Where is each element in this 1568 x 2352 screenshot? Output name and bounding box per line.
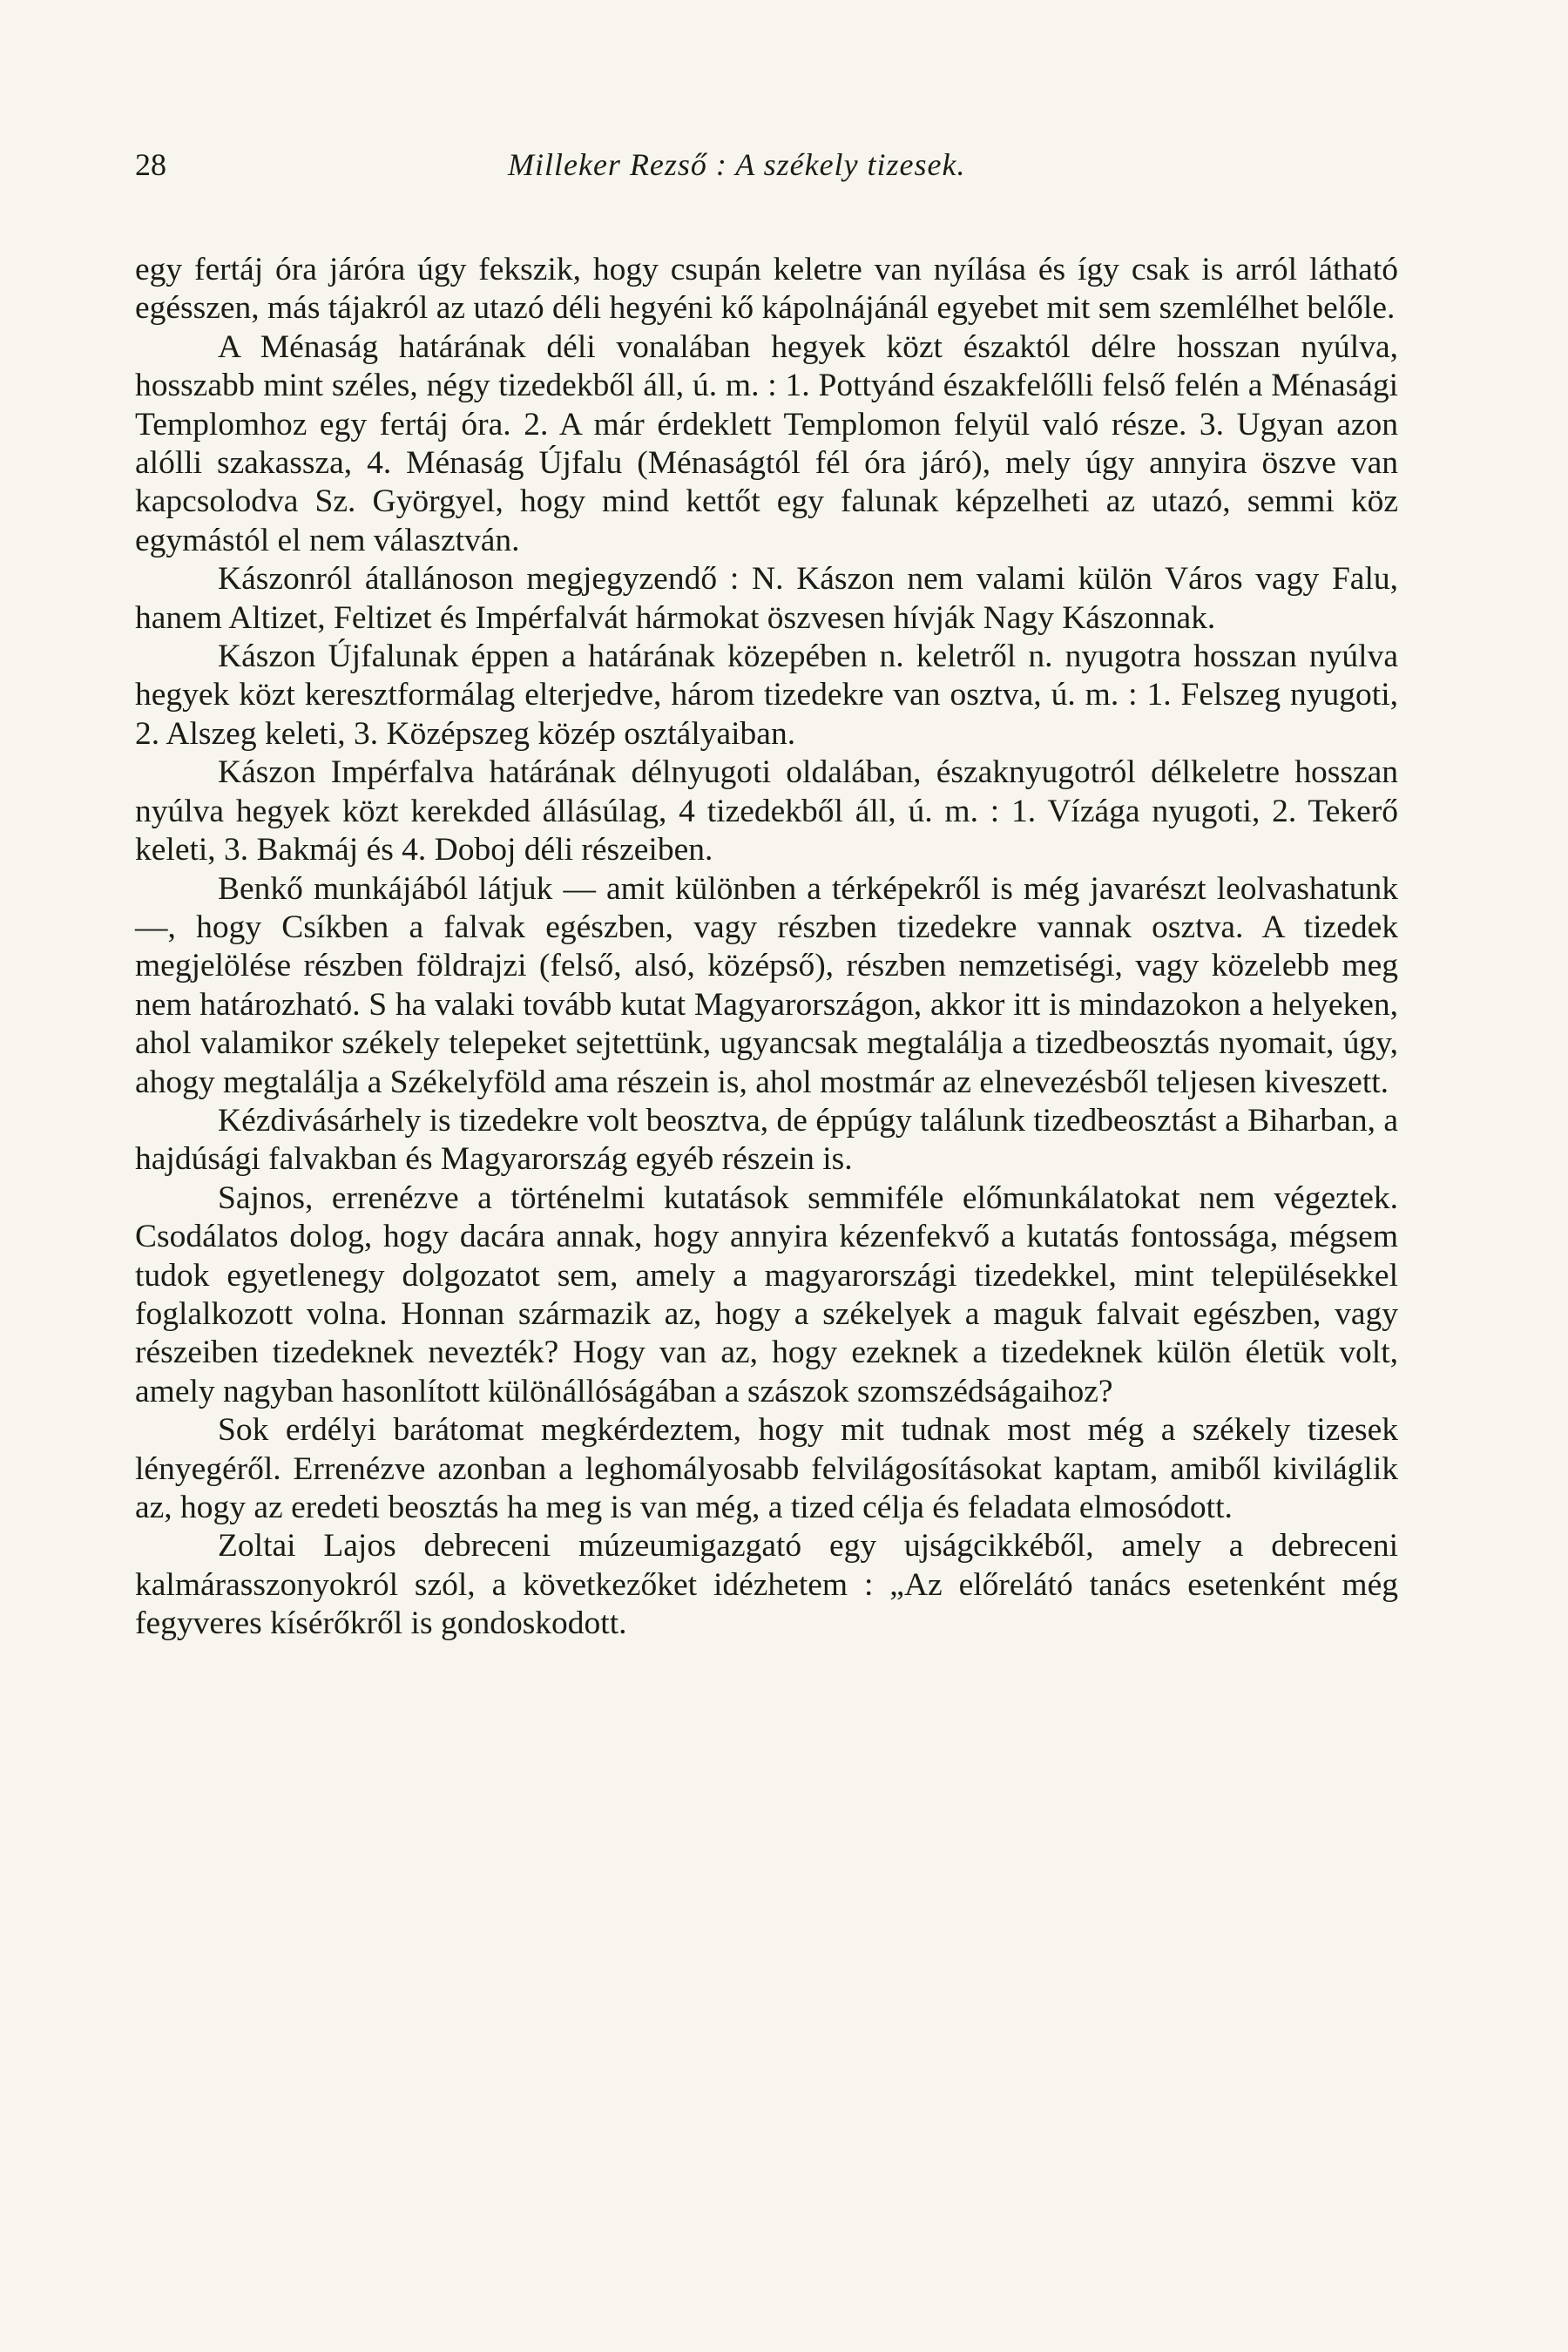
running-header bbox=[135, 146, 1398, 190]
paragraph: Benkő munkájából látjuk — amit különben a térképekről is még javarészt leolvashatunk —, hogy Csíkben a falvak egészben, vagy részben tizedekre vannak osztva. A tizedek megjelölése részben földrajzi (felső, alsó, középső), részben nemzetiségi, vagy közelebb meg nem határozható. S ha valaki tovább kutat Magyarországon, akkor itt is mindazokon a helyeken, ahol valamikor székely telepeket sejtettünk, ugyancsak megtalálja a tizedbeosztás nyomait, úgy, ahogy megtalálja a Székelyföld ama részein is, ahol mostmár az elnevezésből teljesen kiveszett. bbox=[135, 870, 1398, 1100]
paragraph: Kászon Újfalunak éppen a határának közepében n. keletről n. nyugotra hosszan nyúlva hegyek közt keresztformálag elterjedve, három tizedekre van osztva, ú. m. : 1. Felszeg nyugoti, 2. Alszeg keleti, 3. Középszeg közép osztályaiban. bbox=[135, 639, 1398, 752]
body-text bbox=[135, 251, 1398, 1644]
paragraph: Sok erdélyi barátomat megkérdeztem, hogy mit tudnak most még a székely tizesek lényegéről. Errenézve azonban a leghomályosabb felvilágosításokat kaptam, amiből kiviláglik az, hogy az eredeti beosztás ha meg is van még, a tized célja és feladata elmosódott. bbox=[135, 1412, 1398, 1525]
page-number: 28 bbox=[135, 147, 166, 182]
paragraph: Zoltai Lajos debreceni múzeumigazgató egy ujságcikkéből, amely a debreceni kalmárasszonyokról szól, a következőket idézhetem : „Az előrelátó tanács esetenként még fegyveres kísérőkről is gondoskodott. bbox=[135, 1528, 1398, 1642]
paragraph: egy fertáj óra járóra úgy fekszik, hogy csupán keletre van nyílása és így csak is arról látható egésszen, más tájakról az utazó déli hegyéni kő kápolnájánál egyebet mit sem szemlélhet belőle. bbox=[135, 252, 1398, 327]
paragraph: Sajnos, errenézve a történelmi kutatások semmiféle előmunkálatokat nem végeztek. Csodálatos dolog, hogy dacára annak, hogy annyira kézenfekvő a kutatás fontossága, mégsem tudok egyetlenegy dolgozatot sem, amely a magyarországi tizedekkel, mint településekkel foglalkozott volna. Honnan származik az, hogy a székelyek a maguk falvait egészben, vagy részeiben tizedeknek nevezték? Hogy van az, hogy ezeknek a tizedeknek külön életük volt, amely nagyban hasonlított különállóságában a szászok szomszédságaihoz? bbox=[135, 1179, 1398, 1409]
paragraph: A Ménaság határának déli vonalában hegyek közt északtól délre hosszan nyúlva, hosszabb mint széles, négy tizedekből áll, ú. m. : 1. Pottyánd északfelőlli felső felén a Ménasági Templomhoz egy fertáj óra. 2. A már érdeklett Templomon felyül való része. 3. Ugyan azon alólli szakassza, 4. Ménaság Újfalu (Ménaságtól fél óra járó), mely úgy annyira öszve van kapcsolodva Sz. Györgyel, hogy mind kettőt egy falunak képzelheti az utazó, semmi köz egymástól el nem választván. bbox=[135, 328, 1398, 558]
running-title: Milleker Rezső : A székely tizesek. bbox=[508, 147, 966, 182]
paragraph: Kászon Impérfalva határának délnyugoti oldalában, északnyugotról délkeletre hosszan nyúlva hegyek közt kerekded állásúlag, 4 tizedekből áll, ú. m. : 1. Vízága nyugoti, 2. Tekerő keleti, 3. Bakmáj és 4. Doboj déli részeiben. bbox=[135, 754, 1398, 868]
paragraph: Kézdivásárhely is tizedekre volt beosztva, de éppúgy találunk tizedbeosztást a Biharban, a hajdúsági falvakban és Magyarország egyéb részein is. bbox=[135, 1102, 1398, 1178]
paragraph: Kászonról átallánoson megjegyzendő : N. Kászon nem valami külön Város vagy Falu, hanem Altizet, Feltizet és Impérfalvát hármokat öszvesen hívják Nagy Kászonnak. bbox=[135, 561, 1398, 636]
